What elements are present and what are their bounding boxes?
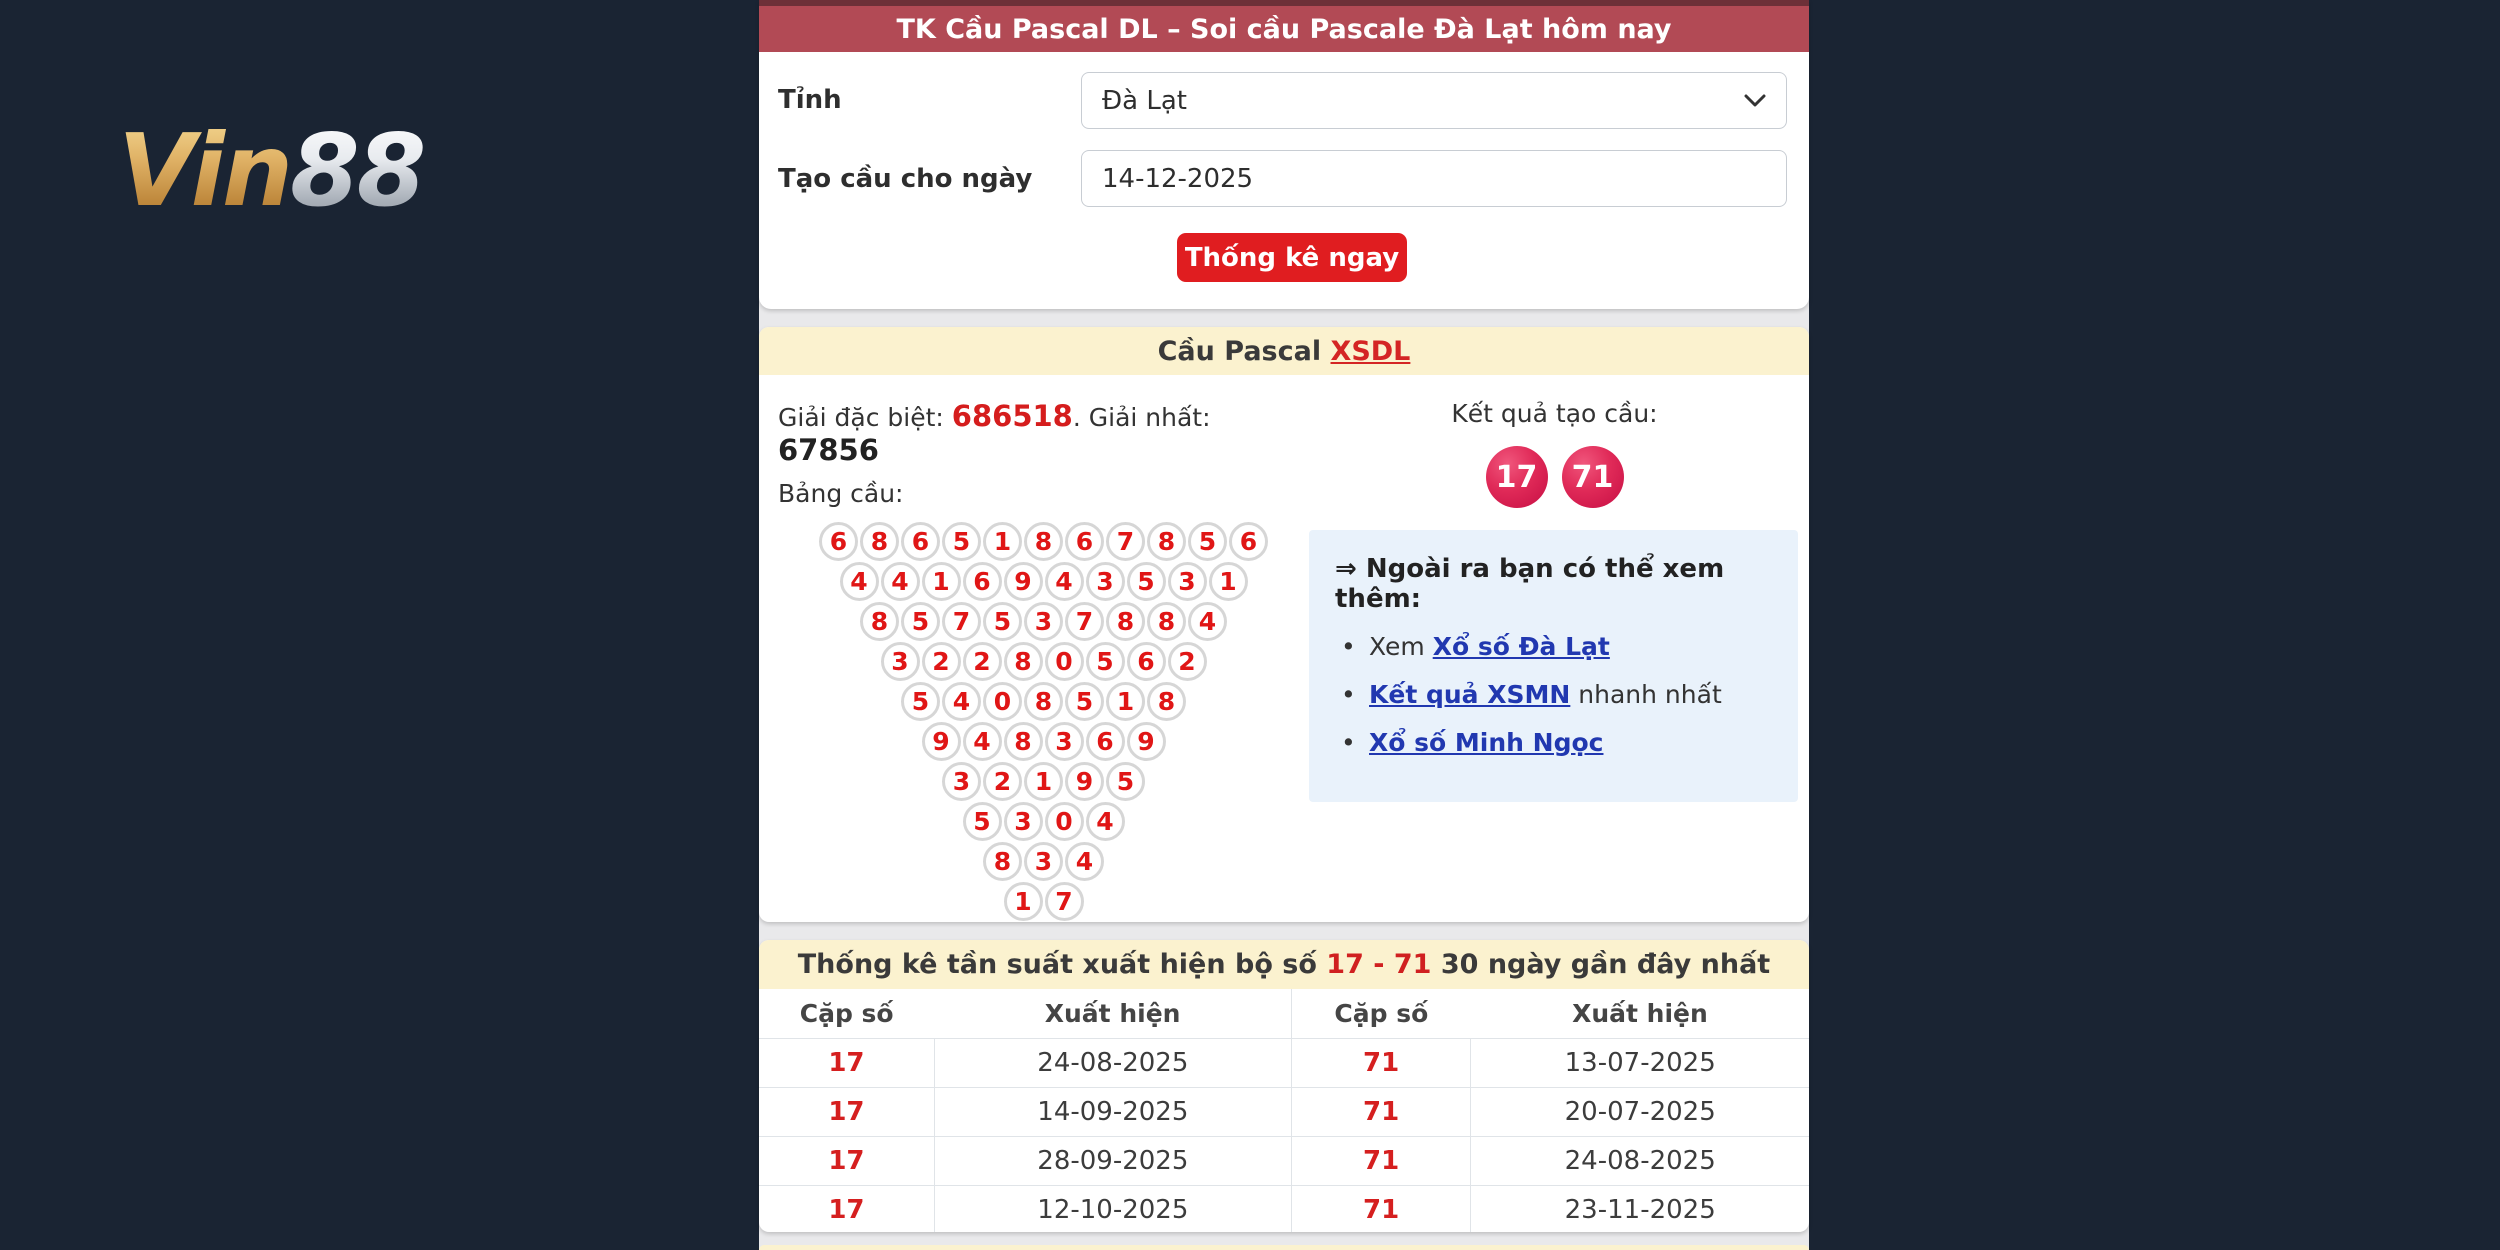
more-link[interactable]: Xổ số Minh Ngọc: [1369, 728, 1604, 757]
more-link[interactable]: Kết quả XSMN: [1369, 680, 1571, 709]
pyramid-number: 2: [922, 642, 961, 681]
pair-number-cell: 71: [1291, 1137, 1471, 1186]
result-circles: [1309, 446, 1800, 508]
pyramid-row: [778, 522, 1309, 561]
page-title: TK Cầu Pascal DL – Soi cầu Pascale Đà Lạt hôm nay: [896, 13, 1672, 45]
pyramid-number: 6: [1229, 522, 1268, 561]
result-label: Kết quả tạo cầu:: [1451, 399, 1658, 428]
pyramid-number: 3: [1004, 802, 1043, 841]
pyramid-number: 6: [1086, 722, 1125, 761]
pyramid-number: 8: [1147, 522, 1186, 561]
pyramid-number: 4: [942, 682, 981, 721]
pyramid-number: 1: [1024, 762, 1063, 801]
pyramid-number: 1: [983, 522, 1022, 561]
frequency-section-header: [759, 940, 1809, 989]
chevron-down-icon: [1744, 94, 1766, 108]
date-cell: 13-07-2025: [1471, 1039, 1809, 1088]
pyramid-number: 3: [1168, 562, 1207, 601]
date-cell: 23-11-2025: [1471, 1186, 1809, 1233]
pair-number-cell: 17: [759, 1186, 934, 1233]
pascal-body: [759, 375, 1809, 922]
pascal-form-card: [759, 0, 1809, 309]
pyramid-number: 6: [963, 562, 1002, 601]
logo-text-vin: Vin: [118, 112, 291, 229]
pyramid-row: [778, 842, 1309, 881]
date-input[interactable]: [1081, 150, 1787, 207]
form-area: [759, 52, 1809, 309]
pascal-left-column: [778, 375, 1309, 922]
more-info-box: [1309, 530, 1798, 802]
pyramid-number: 8: [1024, 682, 1063, 721]
frequency-header-pair: 17 - 71: [1326, 949, 1432, 980]
date-cell: 28-09-2025: [934, 1137, 1291, 1186]
result-ball: 17: [1486, 446, 1548, 508]
pyramid-number: 1: [1004, 882, 1043, 921]
frequency-header-suffix: 30 ngày gần đây nhất: [1431, 949, 1771, 980]
pyramid-number: 3: [881, 642, 920, 681]
more-link[interactable]: Xổ số Đà Lạt: [1432, 632, 1610, 661]
province-select-value: Đà Lạt: [1102, 85, 1187, 116]
pascal-result-card: [759, 327, 1809, 922]
pair-number-cell: 71: [1291, 1088, 1471, 1137]
pyramid-number: 5: [901, 602, 940, 641]
pascal-section-header: [759, 327, 1809, 375]
pyramid-number: 1: [1106, 682, 1145, 721]
result-ball: 71: [1562, 446, 1624, 508]
province-select[interactable]: [1081, 72, 1787, 129]
pyramid-number: 9: [1004, 562, 1043, 601]
pyramid-row: [778, 682, 1309, 721]
table-row: [759, 1186, 1809, 1233]
pyramid-row: [778, 642, 1309, 681]
pyramid-number: 5: [1188, 522, 1227, 561]
pyramid-number: 8: [983, 842, 1022, 881]
pyramid-number: 6: [1065, 522, 1104, 561]
statistics-now-button[interactable]: Thống kê ngay: [1177, 233, 1407, 282]
province-label: Tỉnh: [778, 85, 842, 115]
pyramid-row: [778, 562, 1309, 601]
vin88-logo: [118, 112, 423, 229]
first-prize-label: . Giải nhất:: [1072, 403, 1211, 432]
frequency-table-body: [759, 1039, 1809, 1233]
pair-number-cell: 71: [1291, 1186, 1471, 1233]
pyramid-number: 3: [1024, 842, 1063, 881]
pyramid-number: 7: [1045, 882, 1084, 921]
pyramid-number: 5: [1127, 562, 1166, 601]
table-row: [759, 1039, 1809, 1088]
pyramid-number: 5: [942, 522, 981, 561]
pyramid-number: 2: [1168, 642, 1207, 681]
pyramid-number: 3: [942, 762, 981, 801]
pyramid-number: 6: [819, 522, 858, 561]
more-link-item: [1335, 632, 1772, 661]
first-prize-value: 67856: [778, 433, 879, 467]
pyramid-number: 4: [1045, 562, 1084, 601]
pyramid-number: 2: [983, 762, 1022, 801]
pair-number-cell: 71: [1291, 1039, 1471, 1088]
table-header-cell: Cặp số: [759, 989, 934, 1039]
more-link-item: [1335, 728, 1772, 757]
date-cell: 14-09-2025: [934, 1088, 1291, 1137]
pyramid-number: 8: [1147, 602, 1186, 641]
table-row: [759, 1088, 1809, 1137]
pyramid-number: 4: [881, 562, 920, 601]
pyramid-number: 1: [922, 562, 961, 601]
pyramid-number: 9: [1065, 762, 1104, 801]
pyramid-number: 4: [963, 722, 1002, 761]
pyramid-number: 6: [1127, 642, 1166, 681]
pair-number-cell: 17: [759, 1137, 934, 1186]
pyramid-number: 8: [1004, 722, 1043, 761]
pyramid-number: 8: [860, 602, 899, 641]
pyramid-number: 2: [963, 642, 1002, 681]
frequency-header-prefix: Thống kê tần suất xuất hiện bộ số: [797, 949, 1327, 980]
xsdl-link[interactable]: XSDL: [1330, 335, 1411, 367]
pyramid-number: 4: [1065, 842, 1104, 881]
pyramid-number: 3: [1086, 562, 1125, 601]
next-section-strip: [759, 1245, 1809, 1250]
pyramid-number: 5: [983, 602, 1022, 641]
frequency-table: [759, 989, 1809, 1232]
pyramid-number: 9: [1127, 722, 1166, 761]
more-links-list: [1335, 632, 1772, 757]
special-prize-value: 686518: [951, 399, 1073, 433]
pyramid-number: 5: [1065, 682, 1104, 721]
pyramid-number: 0: [1045, 642, 1084, 681]
pair-number-cell: 17: [759, 1088, 934, 1137]
pyramid-number: 8: [1106, 602, 1145, 641]
pyramid-row: [778, 722, 1309, 761]
pyramid-number: 3: [1045, 722, 1084, 761]
more-link-suffix: nhanh nhất: [1570, 680, 1722, 709]
pyramid-number: 1: [1209, 562, 1248, 601]
pyramid-number: 0: [1045, 802, 1084, 841]
more-link-item: [1335, 680, 1772, 709]
pyramid-row: [778, 762, 1309, 801]
pyramid-number: 8: [1024, 522, 1063, 561]
date-cell: 12-10-2025: [934, 1186, 1291, 1233]
pyramid-number: 3: [1024, 602, 1063, 641]
pyramid-number: 8: [860, 522, 899, 561]
prize-line: [778, 399, 1309, 467]
more-link-prefix: Xem: [1369, 632, 1433, 661]
pyramid-row: [778, 802, 1309, 841]
pyramid-number: 7: [1065, 602, 1104, 641]
table-header-cell: Xuất hiện: [1471, 989, 1809, 1039]
pyramid-number: 8: [1004, 642, 1043, 681]
pyramid-number: 5: [1086, 642, 1125, 681]
board-label: Bảng cầu:: [778, 479, 904, 508]
table-row: [759, 1137, 1809, 1186]
pyramid-number: 4: [1188, 602, 1227, 641]
date-cell: 20-07-2025: [1471, 1088, 1809, 1137]
pyramid-number: 5: [901, 682, 940, 721]
table-header-row: [759, 989, 1809, 1039]
main-column: [759, 0, 1809, 1250]
pyramid-number: 9: [922, 722, 961, 761]
pyramid-number: 7: [942, 602, 981, 641]
frequency-table-head: [759, 989, 1809, 1039]
more-info-heading: ⇒ Ngoài ra bạn có thể xem thêm:: [1335, 554, 1725, 614]
pair-number-cell: 17: [759, 1039, 934, 1088]
frequency-card: [759, 940, 1809, 1232]
date-cell: 24-08-2025: [934, 1039, 1291, 1088]
table-header-cell: Xuất hiện: [934, 989, 1291, 1039]
pyramid-number: 0: [983, 682, 1022, 721]
special-prize-label: Giải đặc biệt:: [778, 403, 952, 432]
date-label: Tạo cầu cho ngày: [778, 164, 1033, 194]
pyramid-number: 8: [1147, 682, 1186, 721]
pyramid-number: 4: [840, 562, 879, 601]
pascal-pyramid: [778, 522, 1309, 921]
pyramid-number: 6: [901, 522, 940, 561]
pascal-header-text: Cầu Pascal: [1157, 335, 1331, 367]
date-cell: 24-08-2025: [1471, 1137, 1809, 1186]
table-header-cell: Cặp số: [1291, 989, 1471, 1039]
pyramid-number: 5: [963, 802, 1002, 841]
pyramid-number: 5: [1106, 762, 1145, 801]
pascal-right-column: [1309, 375, 1800, 922]
page-title-bar: [759, 0, 1809, 52]
pyramid-row: [778, 602, 1309, 641]
logo-text-88: 88: [290, 112, 424, 229]
pyramid-row: [778, 882, 1309, 921]
pyramid-number: 4: [1086, 802, 1125, 841]
pyramid-number: 7: [1106, 522, 1145, 561]
